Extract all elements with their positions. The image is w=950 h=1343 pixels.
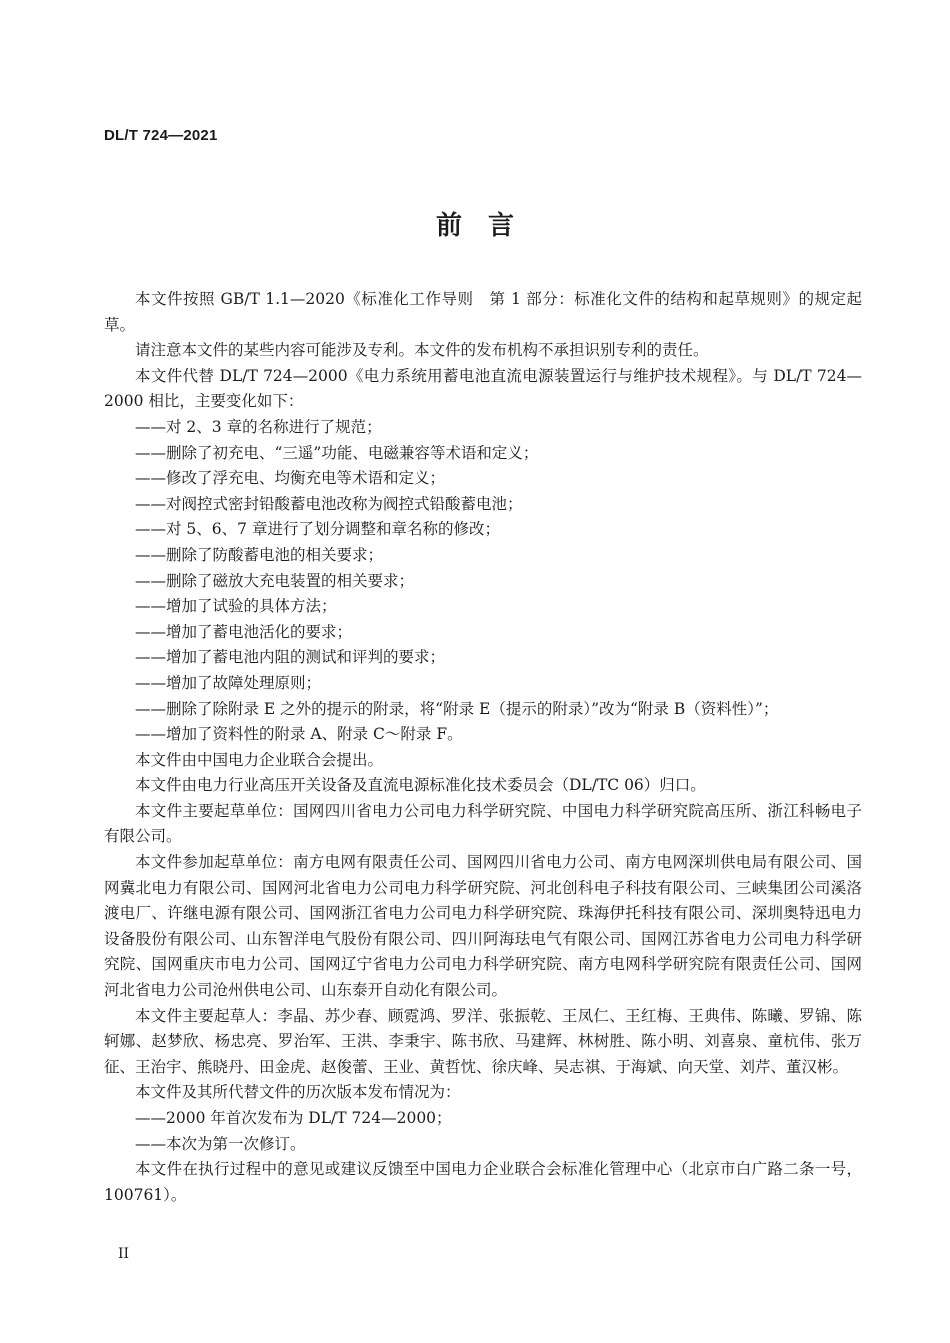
- change-item: ——对 5、6、7 章进行了划分调整和章名称的修改；: [135, 520, 500, 539]
- paragraph-participating-orgs: 本文件参加起草单位：南方电网有限责任公司、国网四川省电力公司、南方电网深圳供电局有限公司、国网冀北电力有限公司、国网河北省电力公司电力科学研究院、河北创科电子科技有限公司、三峡集团公司溪洛渡电厂、许继电源有限公司、国网浙江省电力公司电力科学研究院、珠海伊托科技有限公司、深圳奥特迅电力设备股份有限公司、山东智洋电气股份有限公司、四川阿海珐电气有限公司、国网江苏省电力公司电力科学研究院、国网重庆市电力公司、国网辽宁省电力公司电力科学研究院、南方电网科学研究院有限责任公司、国网河北省电力公司沧州供电公司、山东泰开自动化有限公司。: [104, 853, 862, 1000]
- paragraph-history: 本文件及其所代替文件的历次版本发布情况为：: [135, 1083, 461, 1102]
- paragraph-main-drafters-org: 本文件主要起草单位：国网四川省电力公司电力科学研究院、中国电力科学研究院高压所、浙江科畅电子有限公司。: [104, 801, 862, 846]
- page-title: 前 言: [435, 211, 514, 241]
- paragraph-patent-notice: 请注意本文件的某些内容可能涉及专利。本文件的发布机构不承担识别专利的责任。: [135, 341, 709, 360]
- history-item: ——2000 年首次发布为 DL/T 724—2000；: [135, 1109, 452, 1127]
- paragraph-feedback: 本文件在执行过程中的意见或建议反馈至中国电力企业联合会标准化管理中心（北京市白广路二条一号，100761）。: [104, 1160, 862, 1204]
- page-number: II: [118, 1246, 130, 1262]
- history-item: ——本次为第一次修订。: [135, 1134, 306, 1153]
- change-item: ——对阀控式密封铅酸蓄电池改称为阀控式铅酸蓄电池；: [135, 494, 523, 513]
- change-item: ——增加了蓄电池内阻的测试和评判的要求；: [135, 648, 446, 667]
- change-item: ——删除了除附录 E 之外的提示的附录，将“附录 E（提示的附录）”改为“附录 B（资料性）”；: [135, 699, 779, 718]
- change-item: ——删除了防酸蓄电池的相关要求；: [135, 545, 384, 564]
- change-item: ——增加了资料性的附录 A、附录 C～附录 F。: [135, 725, 463, 744]
- change-item: ——增加了故障处理原则；: [135, 673, 322, 692]
- change-item: ——增加了蓄电池活化的要求；: [135, 622, 353, 641]
- paragraph-drafters: 本文件主要起草人：李晶、苏少春、顾霓鸿、罗洋、张振乾、王凤仁、王红梅、王典伟、陈曦、罗锦、陈轲娜、赵梦欣、杨忠亮、罗治军、王洪、李秉宇、陈书欣、马建辉、林树胜、陈小明、刘喜泉、童杭伟、张万征、王治宇、熊晓丹、田金虎、赵俊蕾、王业、黄哲忱、徐庆峰、吴志祺、于海斌、向天堂、刘芹、董汉彬。: [104, 1006, 862, 1076]
- paragraph-committee: 本文件由电力行业高压开关设备及直流电源标准化技术委员会（DL/TC 06）归口。: [135, 776, 706, 795]
- change-item: ——对 2、3 章的名称进行了规范；: [135, 417, 382, 436]
- change-item: ——删除了磁放大充电装置的相关要求；: [135, 571, 415, 590]
- change-item: ——删除了初充电、“三遥”功能、电磁兼容等术语和定义；: [135, 443, 539, 462]
- foreword-body: [104, 287, 862, 1208]
- change-item: ——增加了试验的具体方法；: [135, 597, 337, 616]
- paragraph-basis: 本文件按照 GB/T 1.1—2020《标准化工作导则 第 1 部分：标准化文件的结构和起草规则》的规定起草。: [104, 290, 862, 334]
- document-code: DL/T 724—2021: [104, 127, 218, 144]
- paragraph-proposer: 本文件由中国电力企业联合会提出。: [135, 750, 384, 769]
- change-item: ——修改了浮充电、均衡充电等术语和定义；: [135, 469, 446, 488]
- paragraph-replacement: 本文件代替 DL/T 724—2000《电力系统用蓄电池直流电源装置运行与维护技术规程》。与 DL/T 724—2000 相比，主要变化如下：: [104, 366, 862, 411]
